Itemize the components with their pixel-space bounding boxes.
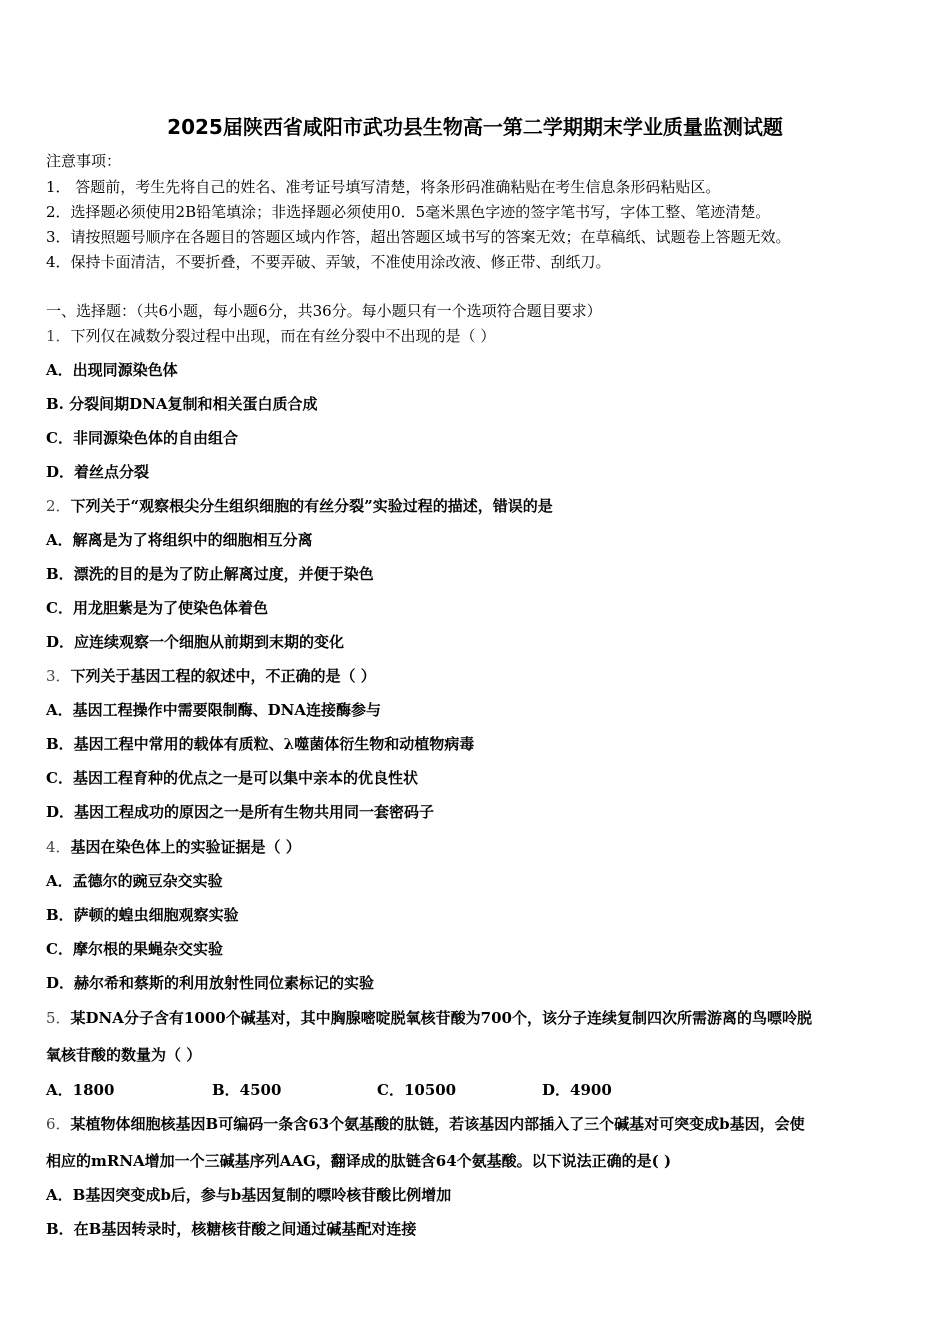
question-1 (46, 326, 495, 346)
question-stem: 基因在染色体上的实验证据是（ ） (70, 838, 301, 856)
option: B．在B基因转录时，核糖核苷酸之间通过碱基配对连接 (46, 1220, 417, 1238)
option: C．10500 (377, 1081, 457, 1099)
question-number: 3． (46, 667, 71, 685)
option: C．基因工程育种的优点之一是可以集中亲本的优良性状 (46, 769, 418, 787)
option: D．基因工程成功的原因之一是所有生物共用同一套密码子 (46, 803, 435, 821)
option: A．解离是为了将组织中的细胞相互分离 (46, 531, 313, 549)
question-2 (46, 496, 553, 516)
option: B．萨顿的蝗虫细胞观察实验 (46, 906, 239, 924)
question-4 (46, 837, 301, 857)
question-stem: 下列关于基因工程的叙述中，不正确的是（ ） (70, 667, 376, 685)
page-title: 2025届陕西省咸阳市武功县生物高一第二学期期末学业质量监测试题 (167, 115, 783, 139)
notice-item: 3．请按照题号顺序在各题目的答题区域内作答，超出答题区域书写的答案无效；在草稿纸、试题卷上答题无效。 (46, 228, 791, 246)
options-row (46, 1080, 612, 1100)
option: B. 分裂间期DNA复制和相关蛋白质合成 (46, 395, 318, 413)
option: A．1800 (46, 1081, 115, 1099)
section-heading: 一、选择题：（共6小题，每小题6分，共36分。每小题只有一个选项符合题目要求） (46, 302, 602, 320)
notice-item: 2．选择题必须使用2B铅笔填涂；非选择题必须使用0．5毫米黑色字迹的签字笔书写，字体工整、笔迹清楚。 (46, 203, 771, 221)
option: D．应连续观察一个细胞从前期到末期的变化 (46, 633, 345, 651)
question-stem: 下列仅在减数分裂过程中出现，而在有丝分裂中不出现的是（ ） (70, 327, 496, 345)
question-number: 4． (46, 838, 71, 856)
option: D．4900 (542, 1081, 612, 1099)
question-stem: 某DNA分子含有1000个碱基对，其中胸腺嘧啶脱氧核苷酸为700个，该分子连续复制四次所需游离的鸟嘌呤脱 (70, 1009, 812, 1027)
option: B．漂洗的目的是为了防止解离过度，并便于染色 (46, 565, 374, 583)
question-stem-continued: 氧核苷酸的数量为（ ） (46, 1046, 202, 1064)
question-5 (46, 1008, 812, 1028)
option: B．4500 (212, 1081, 282, 1099)
option: A．B基因突变成b后，参与b基因复制的嘌呤核苷酸比例增加 (46, 1186, 452, 1204)
option: C．摩尔根的果蝇杂交实验 (46, 940, 223, 958)
option: B．基因工程中常用的载体有质粒、λ噬菌体衍生物和动植物病毒 (46, 735, 475, 753)
option: C．非同源染色体的自由组合 (46, 429, 238, 447)
question-number: 6． (46, 1115, 71, 1133)
notice-heading: 注意事项： (46, 152, 122, 170)
question-stem: 某植物体细胞核基因B可编码一条含63个氨基酸的肽链，若该基因内部插入了三个碱基对可突变成b基因，会使 (70, 1115, 805, 1133)
question-number: 2． (46, 497, 71, 515)
question-3 (46, 666, 376, 686)
question-6 (46, 1114, 805, 1134)
option: A．孟德尔的豌豆杂交实验 (46, 872, 223, 890)
notice-item: 4．保持卡面清洁，不要折叠，不要弄破、弄皱，不准使用涂改液、修正带、刮纸刀。 (46, 253, 611, 271)
notice-item: 1． 答题前，考生先将自己的姓名、准考证号填写清楚，将条形码准确粘贴在考生信息条形码粘贴区。 (46, 178, 721, 196)
option: D．赫尔希和蔡斯的利用放射性同位素标记的实验 (46, 974, 375, 992)
option: A．出现同源染色体 (46, 361, 178, 379)
option: D．着丝点分裂 (46, 463, 150, 481)
option: A．基因工程操作中需要限制酶、DNA连接酶参与 (46, 701, 381, 719)
question-stem-continued: 相应的mRNA增加一个三碱基序列AAG，翻译成的肽链含64个氨基酸。以下说法正确的是( ) (46, 1152, 672, 1170)
option: C．用龙胆紫是为了使染色体着色 (46, 599, 268, 617)
question-stem: 下列关于“观察根尖分生组织细胞的有丝分裂”实验过程的描述，错误的是 (70, 497, 553, 515)
question-number: 5． (46, 1009, 71, 1027)
question-number: 1． (46, 327, 71, 345)
